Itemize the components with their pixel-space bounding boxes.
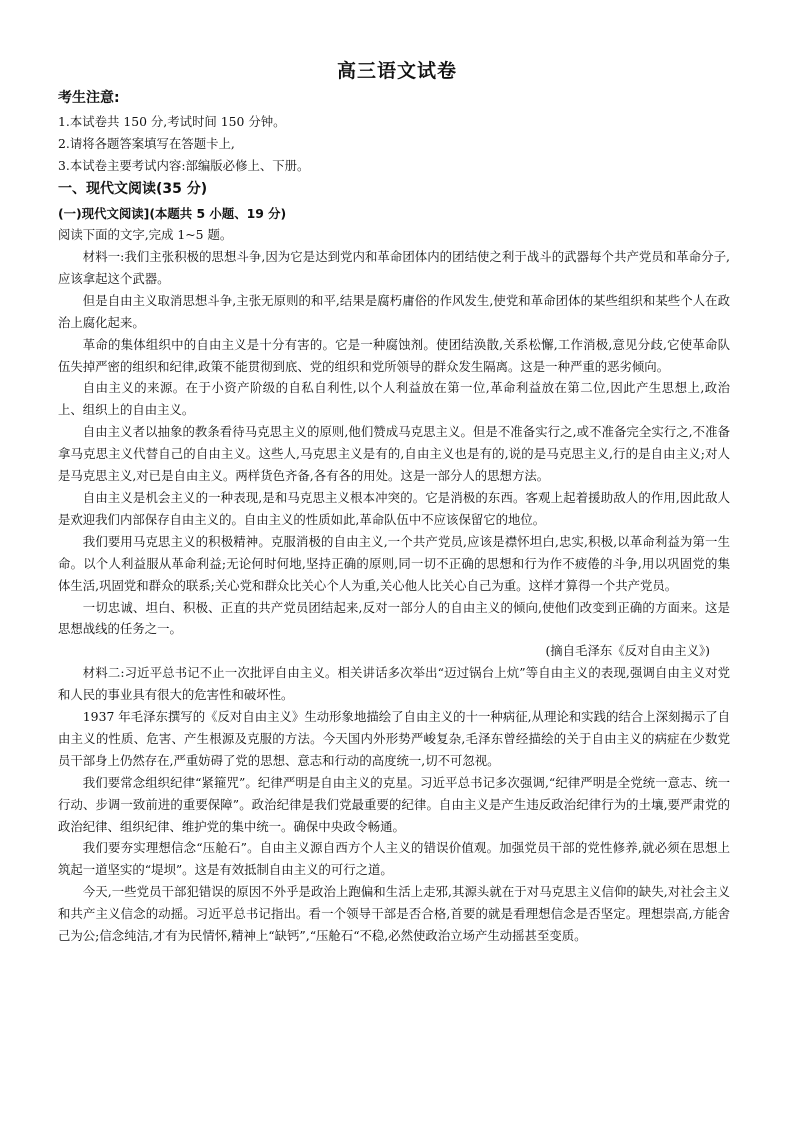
paragraph: 一切忠诚、坦白、积极、正直的共产党员团结起来,反对一部分人的自由主义的倾向,使他们改变到正确的方面来。这是思想战线的任务之一。 — [58, 599, 730, 637]
paragraph: 革命的集体组织中的自由主义是十分有害的。它是一种腐蚀剂。使团结涣散,关系松懈,工作消极,意见分歧,它使革命队伍失掉严密的组织和纪律,政策不能贯彻到底、党的组织和党所领导的群众发生隔离。这是一种严重的恶劣倾向。 — [58, 336, 730, 374]
paragraph: 我们要用马克思主义的积极精神。克服消极的自由主义,一个共产党员,应该是襟怀坦白,忠实,积极,以革命利益为第一生命。以个人利益服从革命利益;无论何时何地,坚持正确的原则,同一切不正确的思想和行为作不疲倦的斗争,用以巩固党的集体生活,巩固党和群众的联系;关心党和群众比关心个人为重,关心他人比关心自己为重。这样才算得一个共产党员。 — [58, 533, 730, 593]
paragraph: 我们要夯实理想信念“压舱石”。自由主义源自西方个人主义的错误价值观。加强党员干部的党性修养,就必须在思想上筑起一道坚实的“堤坝”。这是有效抵制自由主义的可行之道。 — [58, 840, 730, 878]
paragraph: 我们要常念组织纪律“紧箍咒”。纪律严明是自由主义的克星。习近平总书记多次强调,“纪律严明是全党统一意志、统一行动、步调一致前进的重要保障”。政治纪律是我们党最重要的纪律。自由主义是产生违反政治纪律行为的土壤,要严肃党的政治纪律、组织纪律、维护党的集中统一。确保中央政令畅通。 — [58, 774, 730, 834]
notice-item: 1.本试卷共 150 分,考试时间 150 分钟。 — [58, 114, 286, 129]
notice-heading: 考生注意: — [58, 90, 120, 106]
paragraph: 自由主义的来源。在于小资产阶级的自私自利性,以个人利益放在第一位,革命利益放在第二位,因此产生思想上,政治上、组织上的自由主义。 — [58, 380, 730, 418]
reading-passage — [58, 246, 730, 947]
page-title: 高三语文试卷 — [336, 60, 457, 82]
paragraph: 但是自由主义取消思想斗争,主张无原则的和平,结果是腐朽庸俗的作风发生,使党和革命团体的某些组织和某些个人在政治上腐化起来。 — [58, 292, 730, 330]
section-heading: 一、现代文阅读(35 分) — [58, 181, 208, 197]
notice-item: 2.请将各题答案填写在答题卡上, — [58, 136, 235, 151]
paragraph: 今天,一些党员干部犯错误的原因不外乎是政治上跑偏和生活上走邪,其源头就在于对马克思主义信仰的缺失,对社会主义和共产主义信念的动摇。习近平总书记指出。看一个领导干部是否合格,首要的就是看理想信念是否坚定。理想崇高,方能舍己为公;信念纯洁,才有为民情怀,精神上“缺钙”,“压舱石“不稳,必然使政治立场产生动摇甚至变质。 — [58, 884, 730, 944]
paragraph: 材料一:我们主张积极的思想斗争,因为它是达到党内和革命团体内的团结使之利于战斗的武器每个共产党员和革命分子,应该拿起这个武器。 — [58, 249, 730, 286]
paragraph: 自由主义是机会主义的一种表现,是和马克思主义根本冲突的。它是消极的东西。客观上起着援助敌人的作用,因此敌人是欢迎我们内部保存自由主义的。自由主义的性质如此,革命队伍中不应该保留它的地位。 — [58, 489, 730, 527]
source-citation: (摘自毛泽东《反对自由主义》) — [545, 643, 710, 659]
notice-item: 3.本试卷主要考试内容:部编版必修上、下册。 — [58, 158, 310, 173]
reading-instruction: 阅读下面的文字,完成 1~5 题。 — [58, 227, 233, 242]
paragraph: 材料二:习近平总书记不止一次批评自由主义。相关讲话多次举出“迈过锅台上炕”等自由主义的表现,强调自由主义对党和人民的事业具有很大的危害性和破坏性。 — [58, 665, 730, 703]
paragraph: 自由主义者以抽象的教条看待马克思主义的原则,他们赞成马克思主义。但是不准备实行之,或不准备完全实行之,不准备拿马克思主义代替自己的自由主义。这些人,马克思主义是有的,自由主义也是有的,说的是马克思主义,行的是自由主义;对人是马克思主义,对已是自由主义。两样货色齐备,各有各的用处。这是一部分人的思想方法。 — [58, 424, 730, 484]
paragraph: 1937 年毛泽东撰写的《反对自由主义》生动形象地描绘了自由主义的十一种病征,从理论和实践的结合上深刻揭示了自由主义的性质、危害、产生根源及克服的方法。今天国内外形势严峻复杂,毛泽东曾经描绘的关于自由主义的病症在少数党员干部身上仍然存在,严重妨碍了党的思想、意志和行动的高度统一,切不可忽视。 — [58, 709, 730, 768]
subsection-heading: (一)现代文阅读](本题共 5 小题、19 分) — [58, 206, 287, 221]
